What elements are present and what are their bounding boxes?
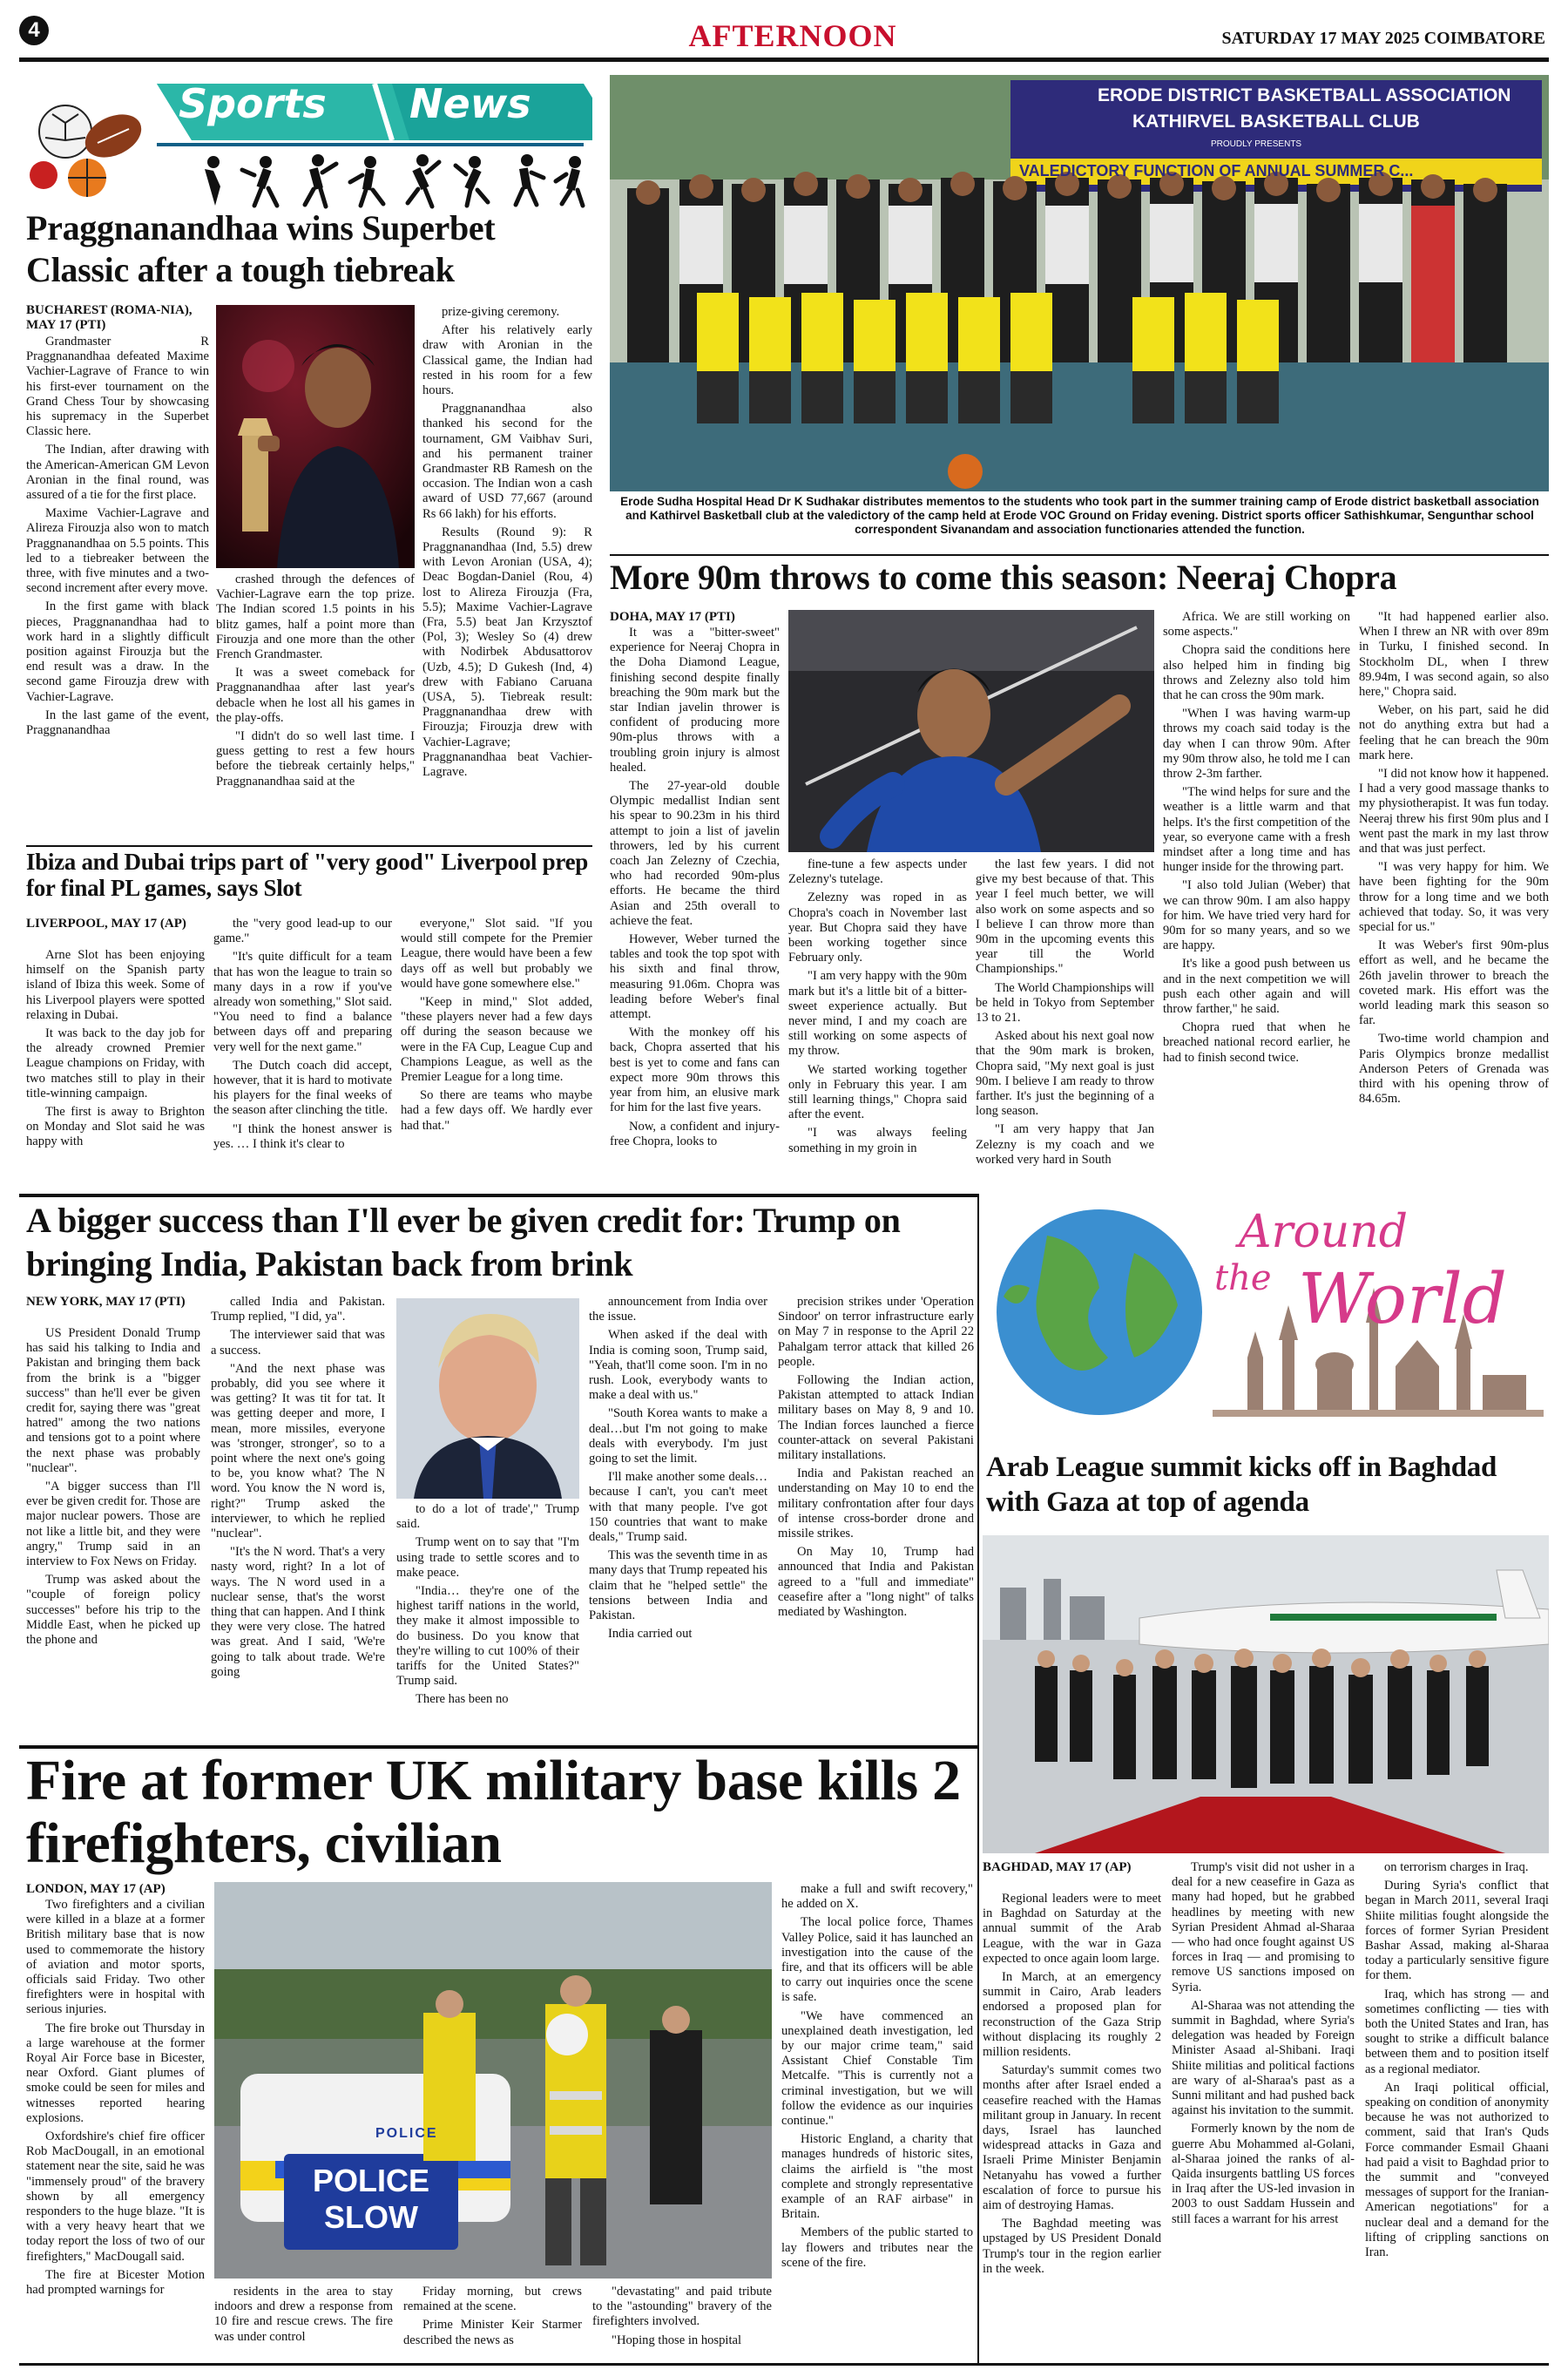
chopra-col1 [610,626,780,1185]
chopra-photo [788,610,1154,852]
praggnanandhaa-dateline: BUCHAREST (ROMA-NIA), MAY 17 (PTI) [26,303,193,332]
bottom-rule [19,2363,1549,2366]
chopra-dateline: DOHA, MAY 17 (PTI) [610,610,735,624]
rule-slot-top [26,845,592,847]
trump-col5 [778,1295,974,1741]
paragraph: In March, at an emergency summit in Cairo, Arab leaders endorsed a proposed plan for reconstruction of the Gaza Strip without displacing its roughly 2 million residents. [983,1970,1161,2060]
slot-col1 [26,948,205,1185]
paragraph: "devastating" and paid tribute to the "astounding" bravery of the firefighters involved. [592,2285,772,2329]
basketball-banner-line1: ERODE DISTRICT BASKETBALL ASSOCIATION [1098,85,1511,105]
arab-headline: Arab League summit kicks off in Baghdad with Gaza at top of agenda [986,1452,1497,1518]
paragraph: "When I was having warm-up throws my coach said today is the day when I can throw 90m. After my 90m throw also, he told me I can throw 2-3m farther. [1163,707,1350,782]
paragraph: Members of the public started to lay flowers and tributes near the scene of the fire. [781,2225,973,2270]
slot-col2 [213,917,392,1185]
chopra-col2 [788,857,967,1185]
paragraph: This was the seventh time in as many days that Trump repeated his claim that he "helped settle" the tensions between India and Pakistan. [589,1548,767,1623]
trump-dateline: NEW YORK, MAY 17 (PTI) [26,1295,186,1309]
trump-col4 [589,1295,767,1741]
praggnanandhaa-col2 [216,572,415,841]
arab-col1 [983,1892,1161,2358]
paragraph: "It's quite difficult for a team that has won the league to train so many days in a row if you've already won something," Slot said. "You need to find a balance between days off and preparing very well for the next game." [213,950,392,1054]
paragraph: to do a lot of trade'," Trump said. [396,1502,579,1532]
paragraph: Praggnanandhaa also thanked his second for the tournament, GM Vaibhav Suri, and his permanent trainer Grandmaster RB Ramesh on the occasion. The Indian won a cash award of USD 77,667 (around Rs 66 lakh) for his efforts. [422,402,592,521]
slot-headline: Ibiza and Dubai trips part of "very good" Liverpool prep for final PL games, says Slot [26,849,588,901]
paragraph: The World Championships will be held in Tokyo from September 13 to 21. [976,980,1154,1026]
date-line: SATURDAY 17 MAY 2025 COIMBATORE [1221,29,1545,48]
paragraph: In the first game with black pieces, Praggnanandhaa had to work hard in a slightly difficult position against Firouzja but the end result was a draw. In the second game Firouzja drew with Vachier-Lagrave. [26,599,209,704]
police-car-label: POLICE [375,2126,438,2141]
paragraph: "A bigger success than I'll ever be given credit for. Those are major nuclear powers. Those are not like a little bit, and they were angry," Trump said in an interview to Fox News on Friday. [26,1480,200,1569]
paragraph: Historic England, a charity that manages hundreds of historic sites, claims the airfield is "the most complete and strongly representative example of an RAF airbase" in Britain. [781,2132,973,2222]
paragraph: Zelezny was roped in as Chopra's coach in November last year. But Chopra said they have been working together since February only. [788,890,967,965]
paragraph: "I am very happy that Jan Zelezny is my coach and we worked very hard in South [976,1122,1154,1167]
paragraph: crashed through the defences of Vachier-Lagrave earn the top prize. The Indian scored 1.5 points in his blitz games, half a point more than Firouzja and one more than the other French Grandmaster. [216,572,415,662]
paragraph: "I think the honest answer is yes. … I think it's clear to [213,1121,392,1151]
paragraph: "Keep in mind," Slot added, "these players never had a few days off during the season because we were in the FA Cup, League Cup and Champions League, as well as the Premier League for a long time. [401,995,592,1085]
basketball-photo-graphic [610,75,1549,491]
masthead-rule [19,58,1549,62]
paragraph: Grandmaster R Praggnanandhaa defeated Maxime Vachier-Lagrave of France to win his first-ever tournament on the Grand Chess Tour by showcasing his supremacy in the Superbet Classic here. [26,335,209,439]
paragraph: "And the next phase was probably, did you see where it was getting? It was tit for tat. It was getting deeper and more, I mean, more missiles, everyone was 'stronger, stronger', so to a point where the next one's going to be, you know what? The N word. You know the N word is, right?" Trump asked the interviewer, to which he replied "nuclear". [211,1361,385,1541]
paragraph: announcement from India over the issue. [589,1295,767,1324]
paragraph: Trump was asked about the "couple of foreign policy successes" before his trip to the Middle East, when he picked up the phone and [26,1573,200,1648]
paragraph: "I am very happy with the 90m mark but it's a little bit of a bitter-sweet experience actually. But never mind, I and my coach are still working on some aspects of my throw. [788,969,967,1059]
paragraph: Two-time world champion and Paris Olympics bronze medallist Anderson Peters of Grenada was third with his opening throw of 84.65m. [1359,1032,1549,1107]
fire-photo [214,1882,772,2279]
paragraph: Formerly known by the nom de guerre Abu Mohammed al-Golani, al-Sharaa joined the ranks of al-Qaida insurgents battling US forces in Iraq after the US-led invasion in 2003 to oust Saddam Hussein and still faces a warrant for his arrest [1172,2122,1355,2226]
chopra-col3 [976,857,1154,1185]
arab-photo [983,1535,1549,1853]
paragraph: "The wind helps for sure and the weather is a little warm and that helps. It's the first competition of the year, so everyone came with a fresh mindset after a long time and has hunger inside for the throwing part. [1163,785,1350,875]
praggnanandhaa-col1 [26,335,209,840]
paragraph: We started working together only in February this year. I am still learning things," Chopra said after the event. [788,1062,967,1122]
paragraph: on terrorism charges in Iraq. [1384,1860,1529,1874]
paragraph: However, Weber turned the tables and took the top spot with his sixth and final throw, measuring 91.06m. Chopra was leading before Weber's final attempt. [610,932,780,1022]
slot-dateline: LIVERPOOL, MAY 17 (AP) [26,917,186,931]
rule-trump-top [19,1194,977,1197]
arab-col3 [1365,1860,1549,2358]
basketball-banner-line4: VALEDICTORY FUNCTION OF ANNUAL SUMMER C... [1019,162,1414,179]
chopra-headline: More 90m throws to come this season: Neeraj Chopra [610,558,1397,597]
page-number: 4 [28,18,40,42]
paragraph: The first is away to Brighton on Monday and Slot said he was happy with [26,1105,205,1149]
paragraph: The Dutch coach did accept, however, that it is hard to motivate his players for the final weeks of the season after clinching the title. [213,1058,392,1118]
paragraph: Asked about his next goal now that the 90m mark is broken, Chopra said, "My next goal is just 90m. I believe I am ready to throw farther. It's just the beginning of a long season. [976,1029,1154,1119]
page-number-badge [19,16,49,45]
trump-col1 [26,1326,200,1741]
paragraph: Al-Sharaa was not attending the summit in Baghdad, where Syria's delegation was headed by Foreign Minister Asaad al-Shibani. Iraqi Shiite militias and political factions are wary of al-Sharaa's past as a Sunni militant and had pushed back against his invitation to the summit. [1172,1998,1355,2118]
paragraph: prize-giving ceremony. [442,305,560,319]
sports-banner-word2: News [409,80,531,127]
paragraph: India and Pakistan reached an understanding on May 10 to end the military confrontation after four days of intense cross-border drone and missile strikes. [778,1466,974,1541]
paragraph: The local police force, Thames Valley Police, said it has launched an investigation into the cause of the fire, and that its officers will be able to carry out inquiries once the scene is safe. [781,1915,973,2005]
paragraph: It was a "bitter-sweet" experience for Neeraj Chopra in the Doha Diamond League, finishing second despite finally breaching the 90m mark but the star Indian javelin thrower is confident of producing more 90m-plus throws with a troubling groin injury is almost healed. [610,626,780,775]
paper-name: AFTERNOON [688,18,897,53]
chopra-col4 [1163,610,1350,1185]
paragraph: the last few years. I did not give my best because of that. This year I feel much better, we will also work on some aspects and so I believe I can throw more than 90m in the upcoming events this year till the World Championships." [976,857,1154,977]
around-world-line1: Around [1239,1206,1408,1258]
paragraph: "I was very happy for him. We have been fighting for the 90m throw for a long time and we both achieved that today. So, it was very special for us." [1359,860,1549,935]
paragraph: "We have commenced an unexplained death investigation, led by our major crime team," said Assistant Chief Constable Tim Metcalfe. "This is currently not a criminal investigation, but we will follow the evidence as our inquiries continue." [781,2008,973,2129]
trump-col2 [211,1295,385,1741]
paragraph: Arne Slot has been enjoying himself on the Spanish party island of Ibiza this week. Some of his Liverpool players were spotted relaxing in Dubai. [26,948,205,1022]
paragraph: Trump went on to say that "I'm using trade to settle scores and to make peace. [396,1535,579,1580]
around-world-line2: the [1214,1258,1272,1298]
paragraph: Prime Minister Keir Starmer described the news as [403,2318,582,2347]
around-world-graphic [986,1201,1549,1443]
chopra-col5 [1359,610,1549,1185]
sports-news-banner [26,75,592,210]
paragraph: Oxfordshire's chief fire officer Rob MacDougall, in an emotional statement near the site, said he was "immensely proud" of the bravery shown by all emergency responders to the huge blaze. "It is with a very heavy heart that we today report the loss of two of our firefighters," MacDougall said. [26,2130,205,2264]
paragraph: precision strikes under 'Operation Sindoor' on terror infrastructure early on May 7 in response to the April 22 Pahalgam terror attack that killed 26 people. [778,1295,974,1369]
police-slow-sign: POLICE SLOW [312,2163,429,2235]
paragraph: India carried out [608,1627,693,1642]
paragraph: "I did not know how it happened. I had a very good massage thanks to my physiotherapist. It was fun today. Neeraj threw his first 90m plus and I went past the mark in my last throw and that was just perfect. [1359,767,1549,857]
paragraph: Weber, on his part, said he did not do anything extra but had a feeling that he can breach the 90m mark here. [1359,703,1549,762]
fire-col2 [214,2285,393,2360]
praggnanandhaa-photo [216,305,415,568]
paragraph: Friday morning, but crews remained at the scene. [403,2285,582,2314]
trump-headline: A bigger success than I'll ever be given credit for: Trump on bringing India, Pakistan back from brink [26,1201,901,1283]
paragraph: make a full and swift recovery," he added on X. [781,1882,973,1912]
basketball-banner-line3: PROUDLY PRESENTS [1211,139,1302,149]
praggnanandhaa-headline: Praggnanandhaa wins Superbet Classic after a tough tiebreak [26,208,496,289]
paragraph: Following the Indian action, Pakistan attempted to attack Indian military bases on May 8, 9 and 10. The Indian forces launched a fierce counter-attack on several Pakistani military installations. [778,1373,974,1463]
paragraph: The fire at Bicester Motion had prompted warnings for [26,2267,205,2298]
arab-dateline: BAGHDAD, MAY 17 (AP) [983,1860,1132,1874]
paragraph: fine-tune a few aspects under Zelezny's tutelage. [788,857,967,887]
paragraph: Now, a confident and injury-free Chopra, looks to [610,1119,780,1148]
paragraph: called India and Pakistan. Trump replied, "I did, ya". [211,1295,385,1324]
paragraph: On May 10, Trump had announced that India and Pakistan agreed to a "full and immediate" ceasefire after a "long night" of talks mediated by Washington. [778,1545,974,1620]
paragraph: Regional leaders were to meet in Baghdad on Saturday at the annual summit of the Arab League, with the war in Gaza expected to once again loom large. [983,1892,1161,1966]
fire-col4 [592,2285,772,2360]
paragraph: Saturday's summit comes two months after after Israel ended a ceasefire reached with the Hamas militant group in January. In recent days, Israel has launched widespread attacks in Gaza and Israeli Prime Minister Benjamin Netanyahu has vowed a further escalation of force to pursue his aim of destroying Hamas. [983,2063,1161,2213]
around-world-line3: World [1298,1258,1507,1339]
paragraph: The Indian, after drawing with the American-American GM Levon Aronian in the final round, was assured of a tie for the first place. [26,443,209,503]
paragraph: Results (Round 9): R Praggnanandhaa (Ind, 5.5) drew with Levon Aronian (USA, 4); Deac Bogdan-Daniel (Rou, 4) lost to Alireza Firouzja (Fra, 5.5); Maxime Vachier-Lagrave (Fra, 5.5) beat Jan Krzysztof (Pol, 3); Wesley So (4) drew with Nodirbek Abdusattorov (Uzb, 4.5); D Gukesh (Ind, 4) drew with Fabiano Caruana (USA, 5). Tiebreak result: Praggnanandhaa drew with Firouzja; Firouzja drew with Vachier-Lagrave; Praggnanandhaa beat Vachier-Lagrave. [422,525,592,780]
paragraph: It was a sweet comeback for Praggnanandhaa after last year's debacle when he lost all his games in the play-offs. [216,666,415,725]
paragraph: "It had happened earlier also. When I threw an NR with over 89m in Turku, I finished second. In Stockholm DL, when I threw 89.94m, I was second again, so also here," Chopra said. [1359,610,1549,700]
praggnanandhaa-col3 [422,305,592,841]
paragraph: It's like a good push between us and in the next competition we will push each other again and will throw farther," he said. [1163,957,1350,1017]
trump-col3 [396,1502,579,1741]
paragraph: Two firefighters and a civilian were killed in a blaze at a former British military base that is now used to commemorate the history of aviation and motor sports, officials said Friday. Two other firefighters were in hospital with serious injuries. [26,1898,205,2017]
paragraph: With the monkey off his back, Chopra asserted that his best is yet to come and fans can expect more 90m throws this year from him, an elusive mark for him for the last five years. [610,1026,780,1115]
paragraph: Maxime Vachier-Lagrave and Alireza Firouzja also won to match Praggnanandhaa on 5.5 points. This led to a tiebreaker between the three, with five minutes and a two-second increment after every move. [26,506,209,596]
paragraph: the "very good lead-up to our game." [213,917,392,946]
paragraph: residents in the area to stay indoors and drew a response from 10 fire and rescue crews. The fire was under control [214,2285,393,2344]
paragraph: An Iraqi political official, speaking on condition of anonymity because he was not authorized to comment, said that Iran's Quds Force commander Esmail Ghaani had paid a visit to Baghdad prior to the summit and "conveyed messages of support for the Iranian-American negotiations" for a nuclear deal and a demand for the lifting of crippling sanctions on Iran. [1365,2080,1549,2260]
paragraph: "I was always feeling something in my groin in [788,1126,967,1155]
paragraph: The Baghdad meeting was upstaged by US President Donald Trump's tour in the region earlier in the week. [983,2217,1161,2276]
basketball-photo [610,75,1549,491]
sports-banner-word1: Sports [179,80,327,127]
paragraph: "I didn't do so well last time. I guess getting to rest a few hours before the tiebreak certainly helps," Praggnanandhaa said at the [216,729,415,789]
paragraph: "Hoping those in hospital [612,2333,742,2347]
paragraph: After his relatively early draw with Aronian in the Classical game, the Indian had rested in his room for a few hours. [422,323,592,398]
paragraph: "South Korea wants to make a deal…but I'm not going to make deals with everybody. I'm just going to set the limit. [589,1406,767,1466]
paragraph: I'll make another some deals… because I can't, you can't meet with that many people. I've got 150 countries that want to make deals," Trump said. [589,1470,767,1545]
paragraph: Iraq, which has strong — and sometimes conflicting — ties with both the United States and Iran, has sought to strike a difficult balance between them and to position itself as a regional mediator. [1365,1987,1549,2076]
basketball-caption: Erode Sudha Hospital Head Dr K Sudhakar distributes mementos to the students who took part in the summer training camp of Erode district basketball association and Kathirvel Basketball club at the valedictory of the camp held at Erode VOC Ground on Friday evening. District sports officer Sathishkumar, Sengunthar school correspondent Sivanandam and association functionaries attended the function. [620,495,1539,536]
trump-photo [396,1298,579,1499]
paragraph: In the last game of the event, Praggnanandhaa [26,708,209,738]
rule-world-left [977,1194,979,2363]
paragraph: "It's the N word. That's a very nasty word, right? In a lot of ways. The N word used in a nuclear sense, that's the worst thing that can happen. And I think they were very close. The hatred was great. And I said, 'We're going to talk about trade. We're going [211,1545,385,1679]
fire-col1 [26,1898,205,2360]
paragraph: everyone," Slot said. "If you would still compete for the Premier League, there would have been a few days off as well but probably we would have gone somewhere else." [401,917,592,991]
fire-headline: Fire at former UK military base kills 2 firefighters, civilian [26,1749,961,1875]
paragraph: So there are teams who maybe had a few days off. We hardly ever had that." [401,1088,592,1133]
paragraph: US President Donald Trump has said his talking to India and Pakistan and bringing them back from the brink is a "bigger success" than he'll ever be given credit for, saying there was "great hatred" among the two nations and tensions got to a point where the next phase was probably "nuclear". [26,1326,200,1475]
paragraph: "I also told Julian (Weber) that we can throw 90m. I am also happy for him. We have tried very hard for 90m for so many years, and so we are happy. [1163,878,1350,953]
paragraph: Chopra rued that when he breached national record earlier, he had to finish second twice. [1163,1020,1350,1065]
paragraph: Africa. We are still working on some aspects." [1163,610,1350,640]
paragraph: "India… they're one of the highest tariff nations in the world, they make it almost impossible to do business. Do you know that they're willing to cut 100% of their tariffs for the United States?" Trump said. [396,1584,579,1689]
paragraph: The 27-year-old double Olympic medallist Indian sent his spear to 90.23m in his third attempt to join a list of javelin throwers, led by his current coach Jan Zelezny of Czechia, who had recorded 90m-plus efforts. He became the third Asian and 25th overall to achieve the feat. [610,779,780,928]
basketball-banner-line2: KATHIRVEL BASKETBALL CLUB [1132,112,1420,132]
fire-col3 [403,2285,582,2360]
paragraph: There has been no [416,1692,509,1707]
paragraph: Trump's visit did not usher in a deal for a new ceasefire in Gaza as many had hoped, but he grabbed headlines by meeting with new Syrian President Ahmad al-Sharaa — who had once fought against US forces in Iraq — and promising to remove US sanctions imposed on Syria. [1172,1860,1355,1994]
paragraph: Chopra said the conditions here also helped him in finding big throws and Zelezny also told him that he can cross the 90m mark. [1163,643,1350,703]
fire-dateline: LONDON, MAY 17 (AP) [26,1882,166,1896]
paragraph: It was Weber's first 90m-plus effort as well, and he became the 26th javelin thrower to breach the coveted mark. His effort was the world leading mark this season so far. [1359,938,1549,1028]
paragraph: The interviewer said that was a success. [211,1328,385,1358]
fire-col5 [781,1882,973,2360]
paragraph: It was back to the day job for the already crowned Premier League champions on Friday, with two matches still to play in their title-winning campaign. [26,1026,205,1100]
slot-col3 [401,917,592,1185]
paragraph: During Syria's conflict that began in March 2011, several Iraqi Shiite militias fought alongside the forces of former Syrian President Bashar Assad, making al-Sharaa today a particularly sensitive figure for them. [1365,1879,1549,1983]
paragraph: When asked if the deal with India is coming soon, Trump said, "Yeah, that'll come soon. I'm in no rush. Look, everybody wants to make a deal with us." [589,1328,767,1403]
paragraph: The fire broke out Thursday in a large warehouse at the former Royal Air Force base in Bicester, near Oxford. Giant plumes of smoke could be seen for miles and witnesses reported hearing explosions. [26,2021,205,2125]
arab-col2 [1172,1860,1355,2358]
